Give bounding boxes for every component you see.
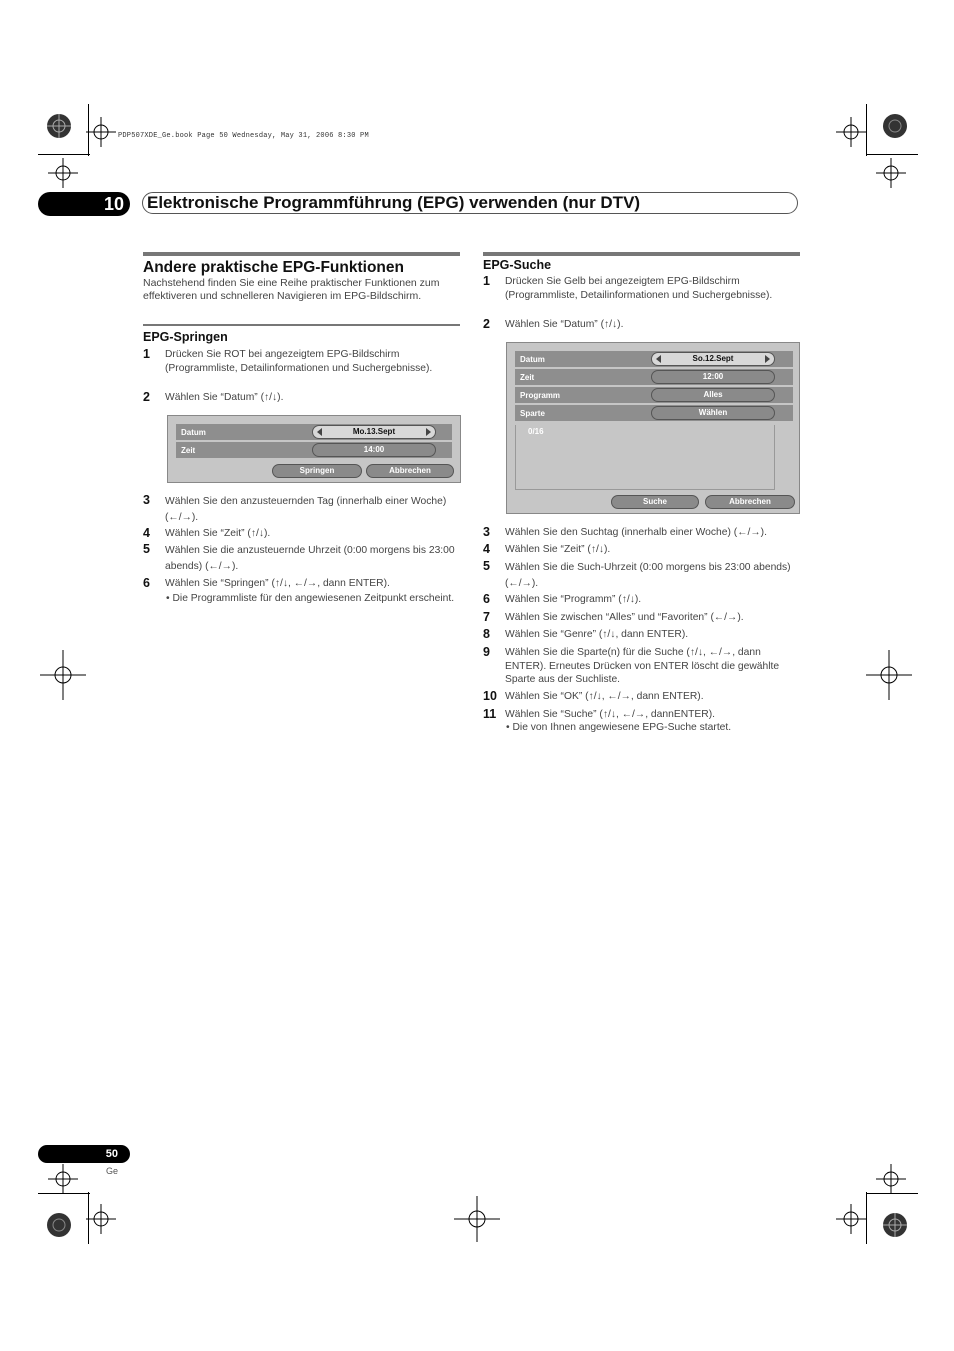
- step-number: 5: [483, 559, 490, 573]
- step-text: Wählen Sie die anzusteuernde Uhrzeit (0:00 morgens bis 23:00 abends) (←/→).: [165, 545, 455, 572]
- datum-label: Datum: [181, 428, 206, 437]
- registration-target-icon: [44, 1210, 74, 1240]
- abbrechen-button[interactable]: Abbrechen: [705, 495, 795, 509]
- sparte-value[interactable]: Wählen: [651, 406, 775, 420]
- epg-suche-title: EPG-Suche: [483, 258, 552, 272]
- crop-mark: [866, 104, 867, 156]
- registration-target-icon: [880, 111, 910, 141]
- datum-row: [176, 424, 452, 440]
- intro-text: Nachstehend finden Sie eine Reihe praktischer Funktionen zum effektiveren und schnelleren Navigieren im EPG-Bildschirm.: [143, 277, 440, 302]
- bullet-note: • Die von Ihnen angewiesene EPG-Suche startet.: [506, 722, 732, 733]
- programm-row: [515, 387, 793, 403]
- step-number: 7: [483, 610, 490, 624]
- print-info: PDP507XDE_Ge.book Page 50 Wednesday, May 31, 2006 8:30 PM: [118, 132, 369, 140]
- crosshair-icon: [86, 117, 116, 147]
- step-number: 6: [143, 576, 150, 590]
- crosshair-icon: [40, 650, 86, 700]
- datum-value: Mo.13.Sept: [352, 427, 396, 436]
- zeit-row: [515, 369, 793, 385]
- arrow-left-icon[interactable]: [656, 355, 661, 363]
- step-text: Wählen Sie “Datum” (↑/↓).: [505, 319, 624, 330]
- step-number: 10: [483, 689, 497, 703]
- step-text: Wählen Sie “Zeit” (↑/↓).: [505, 544, 611, 555]
- abbrechen-button[interactable]: Abbrechen: [366, 464, 454, 478]
- section-title: Andere praktische EPG-Funktionen: [143, 259, 404, 276]
- step-number: 2: [143, 390, 150, 404]
- genre-list-panel[interactable]: [515, 425, 775, 490]
- step-number: 6: [483, 592, 490, 606]
- step-text: Wählen Sie die Sparte(n) für die Suche (↑/↓, ←/→, dann ENTER). Erneutes Drücken von ENTER löscht die gewählte Sparte aus der Suchliste.: [505, 647, 780, 685]
- registration-target-icon: [880, 1210, 910, 1240]
- step-text: Wählen Sie “Zeit” (↑/↓).: [165, 528, 271, 539]
- subsection-rule: [143, 324, 460, 326]
- datum-label: Datum: [520, 355, 545, 364]
- crosshair-icon: [876, 158, 906, 188]
- sparte-row: [515, 405, 793, 421]
- step-text: Wählen Sie “Suche” (↑/↓, ←/→, dannENTER).: [505, 709, 716, 720]
- language-code: Ge: [106, 1166, 119, 1176]
- step-number: 1: [483, 274, 490, 288]
- step-text: Wählen Sie “Datum” (↑/↓).: [165, 392, 284, 403]
- zeit-row: [176, 442, 452, 458]
- registration-target-icon: [44, 111, 74, 141]
- arrow-right-icon[interactable]: [765, 355, 770, 363]
- step-number: 4: [143, 526, 150, 540]
- step-number: 3: [143, 493, 150, 507]
- arrow-right-icon[interactable]: [426, 428, 431, 436]
- step-text: Wählen Sie den Suchtag (innerhalb einer Woche) (←/→).: [505, 527, 767, 538]
- arrow-left-icon[interactable]: [317, 428, 322, 436]
- step-text: Wählen Sie “Springen” (↑/↓, ←/→, dann ENTER).: [165, 578, 390, 589]
- bullet-text: Die Programmliste für den angewiesenen Zeitpunkt erscheint.: [172, 593, 455, 604]
- zeit-label: Zeit: [181, 446, 196, 455]
- step-text: Drücken Sie Gelb bei angezeigtem EPG-Bildschirm (Programmliste, Detailinformationen und Suchergebnisse).: [505, 276, 773, 301]
- step-text: Wählen Sie die Such-Uhrzeit (0:00 morgens bis 23:00 abends) (←/→).: [505, 562, 791, 589]
- crosshair-icon: [876, 1164, 906, 1194]
- suche-button[interactable]: Suche: [611, 495, 699, 509]
- page-number: 50: [38, 1145, 130, 1163]
- epg-springen-screen: [167, 415, 461, 483]
- crop-mark: [38, 154, 90, 155]
- epg-suche-screen: [506, 342, 800, 514]
- step-number: 5: [143, 542, 150, 556]
- crosshair-icon: [836, 117, 866, 147]
- step-number: 4: [483, 542, 490, 556]
- subsection-rule: [483, 252, 800, 256]
- crosshair-icon: [86, 1204, 116, 1234]
- step-number: 9: [483, 645, 490, 659]
- programm-value[interactable]: Alles: [651, 388, 775, 402]
- genre-count: 0/16: [528, 427, 544, 436]
- crosshair-icon: [836, 1204, 866, 1234]
- step-number: 1: [143, 347, 150, 361]
- step-text: Drücken Sie ROT bei angezeigtem EPG-Bildschirm (Programmliste, Detailinformationen und Suchergebnisse).: [165, 349, 433, 374]
- datum-value: So.12.Sept: [692, 354, 734, 363]
- step-text: Wählen Sie zwischen “Alles” und “Favoriten” (←/→).: [505, 612, 744, 623]
- step-number: 3: [483, 525, 490, 539]
- step-text: Wählen Sie “Programm” (↑/↓).: [505, 594, 642, 605]
- crosshair-icon: [454, 1196, 500, 1242]
- bullet-note: • Die Programmliste für den angewiesenen Zeitpunkt erscheint.: [166, 593, 455, 604]
- step-number: 2: [483, 317, 490, 331]
- sparte-label: Sparte: [520, 409, 545, 418]
- crosshair-icon: [48, 1164, 78, 1194]
- zeit-label: Zeit: [520, 373, 535, 382]
- section-rule: [143, 252, 460, 256]
- datum-row: [515, 351, 793, 367]
- crosshair-icon: [48, 158, 78, 188]
- springen-button[interactable]: Springen: [272, 464, 362, 478]
- epg-springen-title: EPG-Springen: [143, 330, 228, 344]
- step-text: Wählen Sie “Genre” (↑/↓, dann ENTER).: [505, 629, 689, 640]
- datum-selector[interactable]: [312, 425, 436, 439]
- programm-label: Programm: [520, 391, 561, 400]
- zeit-value[interactable]: 14:00: [312, 443, 436, 457]
- chapter-title: Elektronische Programmführung (EPG) verwenden (nur DTV): [142, 192, 798, 214]
- crosshair-icon: [866, 650, 912, 700]
- bullet-text: Die von Ihnen angewiesene EPG-Suche startet.: [512, 722, 732, 733]
- step-text: Wählen Sie “OK” (↑/↓, ←/→, dann ENTER).: [505, 691, 704, 702]
- crop-mark: [866, 154, 918, 155]
- zeit-value[interactable]: 12:00: [651, 370, 775, 384]
- step-number: 8: [483, 627, 490, 641]
- datum-selector[interactable]: [651, 352, 775, 366]
- step-number: 11: [483, 707, 497, 721]
- crop-mark: [866, 1192, 867, 1244]
- chapter-number-badge: 10: [38, 192, 130, 216]
- step-text: Wählen Sie den anzusteuernden Tag (innerhalb einer Woche) (←/→).: [165, 496, 447, 523]
